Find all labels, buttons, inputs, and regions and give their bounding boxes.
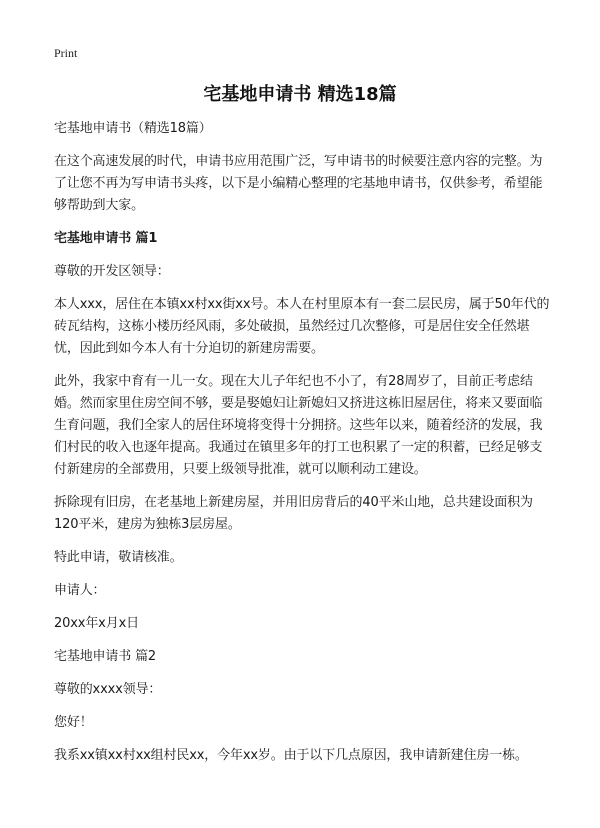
- intro-paragraph: 在这个高速发展的时代，申请书应用范围广泛，写申请书的时候要注意内容的完整。为了让您不再为写申请书头疼，以下是小编精心整理的宅基地申请书，仅供参考，希望能够帮助到大家。: [54, 154, 543, 213]
- section-heading-2: 宅基地申请书 篇2: [54, 649, 157, 664]
- paragraph-1-1: 本人xxx，居住在本镇xx村xx街xx号。本人在村里原本有一套二层民房，属于50年代的砖瓦结构，这栋小楼历经风雨，多处破损，虽然经过几次整修，可是居住安全任然堪忧，因此到如今本人有十分迫切的新建房需要。: [54, 297, 550, 356]
- greeting-1: 尊敬的开发区领导：: [54, 264, 170, 279]
- applicant-label: 申请人：: [54, 583, 106, 598]
- date-1: 20xx年x月x日: [54, 616, 139, 631]
- hello-2: 您好！: [54, 715, 93, 730]
- paragraph-1-3: 拆除现有旧房，在老基地上新建房屋，并用旧房背后的40平米山地，总共建设面积为120平米，建房为独栋3层房屋。: [54, 495, 533, 532]
- section-heading-1: 宅基地申请书 篇1: [54, 231, 158, 246]
- page-title: 宅基地申请书 精选18篇: [203, 84, 397, 105]
- paragraph-1-2: 此外，我家中育有一儿一女。现在大儿子年纪也不小了，有28周岁了，目前正考虑结婚。然而家里住房空间不够，要是娶媳妇让新媳妇又挤进这栋旧屋居住，将来又要面临生育问题，我们全家人的居住环境将变得十分拥挤。这些年以来，随着经济的发展，我们村民的收入也逐年提高。我通过在镇里多年的打工也积累了一定的积蓄，已经足够支付新建房的全部费用，只要上级领导批准，就可以顺利动工建设。: [54, 374, 543, 477]
- print-label: Print: [54, 46, 78, 60]
- document-body: [54, 118, 551, 778]
- closing-1: 特此申请，敬请核准。: [54, 550, 183, 565]
- paragraph-2-1: 我系xx镇xx村xx组村民xx，今年xx岁。由于以下几点原因，我申请新建住房一栋。: [54, 748, 528, 763]
- document-subtitle: 宅基地申请书（精选18篇）: [54, 121, 212, 136]
- greeting-2: 尊敬的xxxx领导：: [54, 682, 162, 697]
